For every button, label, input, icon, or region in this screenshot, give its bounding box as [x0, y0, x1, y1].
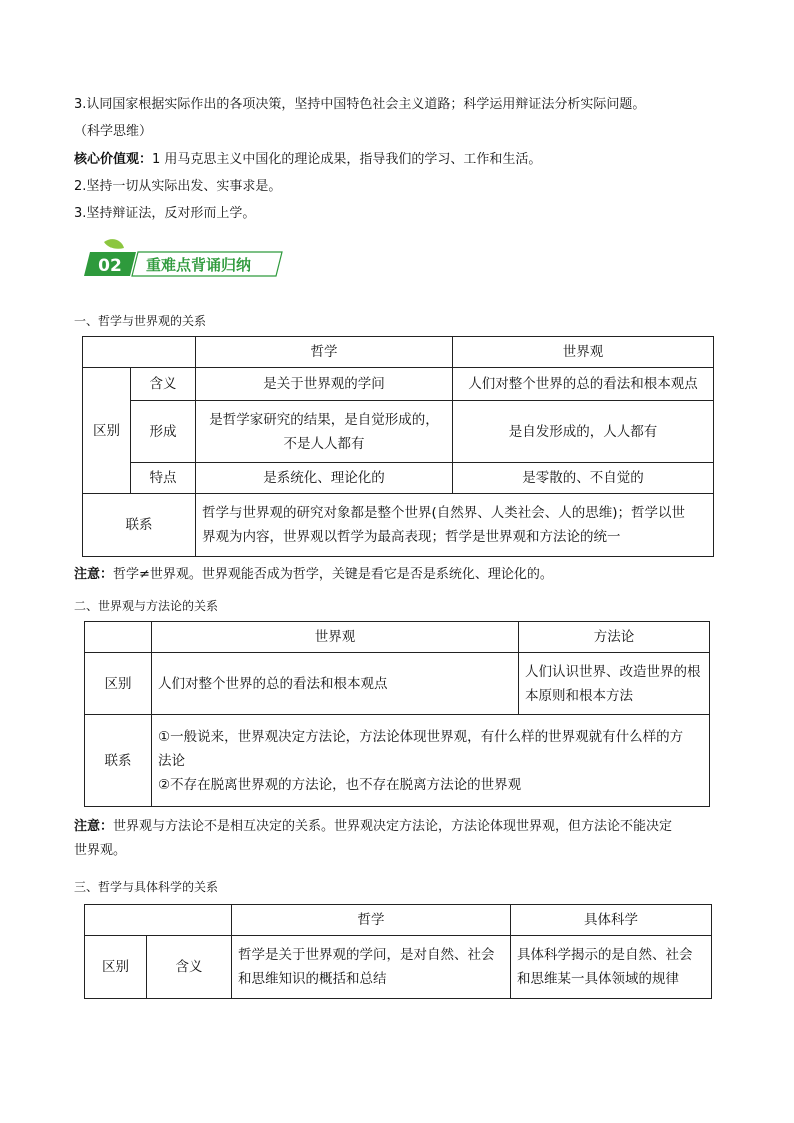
note-line	[74, 815, 724, 839]
table3-cell	[511, 936, 712, 999]
table3-diff-label: 区别	[85, 936, 147, 999]
section2-note	[74, 815, 724, 863]
cell-line: 和思维知识的概括和总结	[238, 971, 387, 987]
cell-line: ②不存在脱离世界观的方法论，也不存在脱离方法论的世界观	[158, 776, 522, 793]
table3-corner	[85, 905, 232, 936]
table2-header-worldview: 世界观	[152, 622, 519, 653]
table1-cell: 是系统化、理论化的	[196, 463, 453, 494]
banner-title: 重难点背诵归纳	[146, 256, 252, 274]
table1-cell: 是自发形成的，人人都有	[453, 401, 714, 463]
table2-diff-label: 区别	[85, 653, 152, 715]
cell-line: 本原则和根本方法	[525, 687, 633, 704]
core-values-text: 1 用马克思主义中国化的理论成果，指导我们的学习、工作和生活。	[152, 152, 542, 167]
cell-line: 是哲学家研究的结果，是自觉形成的，	[209, 411, 439, 428]
table3-row-label: 含义	[147, 936, 232, 999]
cell-line: 和思维某一具体领域的规律	[517, 971, 679, 987]
table2-link-text	[152, 715, 710, 807]
table3-cell	[232, 936, 511, 999]
intro-line-1: 3.认同国家根据实际作出的各项决策，坚持中国特色社会主义道路；科学运用辩证法分析实际问题。	[74, 97, 646, 112]
table2-cell	[519, 653, 710, 715]
table1-header-philosophy: 哲学	[196, 337, 453, 368]
table1-cell: 是零散的、不自觉的	[453, 463, 714, 494]
table2-cell: 人们对整个世界的总的看法和根本观点	[152, 653, 519, 715]
table1-row-label: 形成	[131, 401, 196, 463]
intro-line-5: 3.坚持辩证法，反对形而上学。	[74, 206, 256, 221]
core-values-label: 核心价值观：	[74, 152, 153, 167]
table3-header-philosophy: 哲学	[232, 905, 511, 936]
cell-line: 人们认识世界、改造世界的根	[525, 663, 701, 680]
table1-cell	[196, 401, 453, 463]
banner-number: 02	[98, 256, 122, 276]
table1-link-label: 联系	[83, 494, 196, 557]
cell-line: 哲学与世界观的研究对象都是整个世界(自然界、人类社会、人的思维)；哲学以世	[202, 505, 686, 521]
cell-line: 具体科学揭示的是自然、社会	[517, 947, 693, 963]
note-label: 注意：	[74, 567, 114, 582]
table1-cell: 人们对整个世界的总的看法和根本观点	[453, 368, 714, 401]
cell-line: 法论	[158, 752, 185, 769]
cell-line: 界观为内容，世界观以哲学为最高表现；哲学是世界观和方法论的统一	[202, 529, 621, 545]
note-text: 哲学≠世界观。世界观能否成为哲学，关键是看它是否是系统化、理论化的。	[113, 567, 553, 582]
worldview-methodology-table	[84, 621, 710, 807]
table2-corner	[85, 622, 152, 653]
table2-link-label: 联系	[85, 715, 152, 807]
table2-header-methodology: 方法论	[519, 622, 710, 653]
table1-corner	[83, 337, 196, 368]
table1-row-label: 含义	[131, 368, 196, 401]
table1-cell: 是关于世界观的学问	[196, 368, 453, 401]
intro-line-4: 2.坚持一切从实际出发、实事求是。	[74, 179, 282, 194]
section1-note	[74, 563, 553, 587]
note-label: 注意：	[74, 819, 114, 834]
table3-header-science: 具体科学	[511, 905, 712, 936]
section1-heading: 一、哲学与世界观的关系	[74, 314, 207, 328]
core-values-line	[74, 150, 541, 170]
note-text: 世界观与方法论不是相互决定的关系。世界观决定方法论，方法论体现世界观，但方法论不能决定	[113, 819, 673, 834]
leaf-icon	[104, 239, 124, 249]
banner-graphic	[82, 238, 287, 280]
note-line: 世界观。	[74, 843, 127, 858]
section-banner	[82, 238, 287, 280]
section2-heading: 二、世界观与方法论的关系	[74, 599, 219, 613]
cell-line: 哲学是关于世界观的学问，是对自然、社会	[238, 947, 495, 963]
intro-line-2: （科学思维）	[74, 124, 153, 139]
cell-line: ①一般说来，世界观决定方法论，方法论体现世界观，有什么样的世界观就有什么样的方	[158, 728, 684, 745]
table1-diff-label: 区别	[83, 368, 131, 494]
cell-line: 不是人人都有	[283, 435, 365, 452]
table1-header-worldview: 世界观	[453, 337, 714, 368]
philosophy-worldview-table	[82, 336, 714, 557]
section3-heading: 三、哲学与具体科学的关系	[74, 880, 219, 894]
philosophy-science-table	[84, 904, 712, 999]
table1-row-label: 特点	[131, 463, 196, 494]
table1-link-text	[196, 494, 714, 557]
